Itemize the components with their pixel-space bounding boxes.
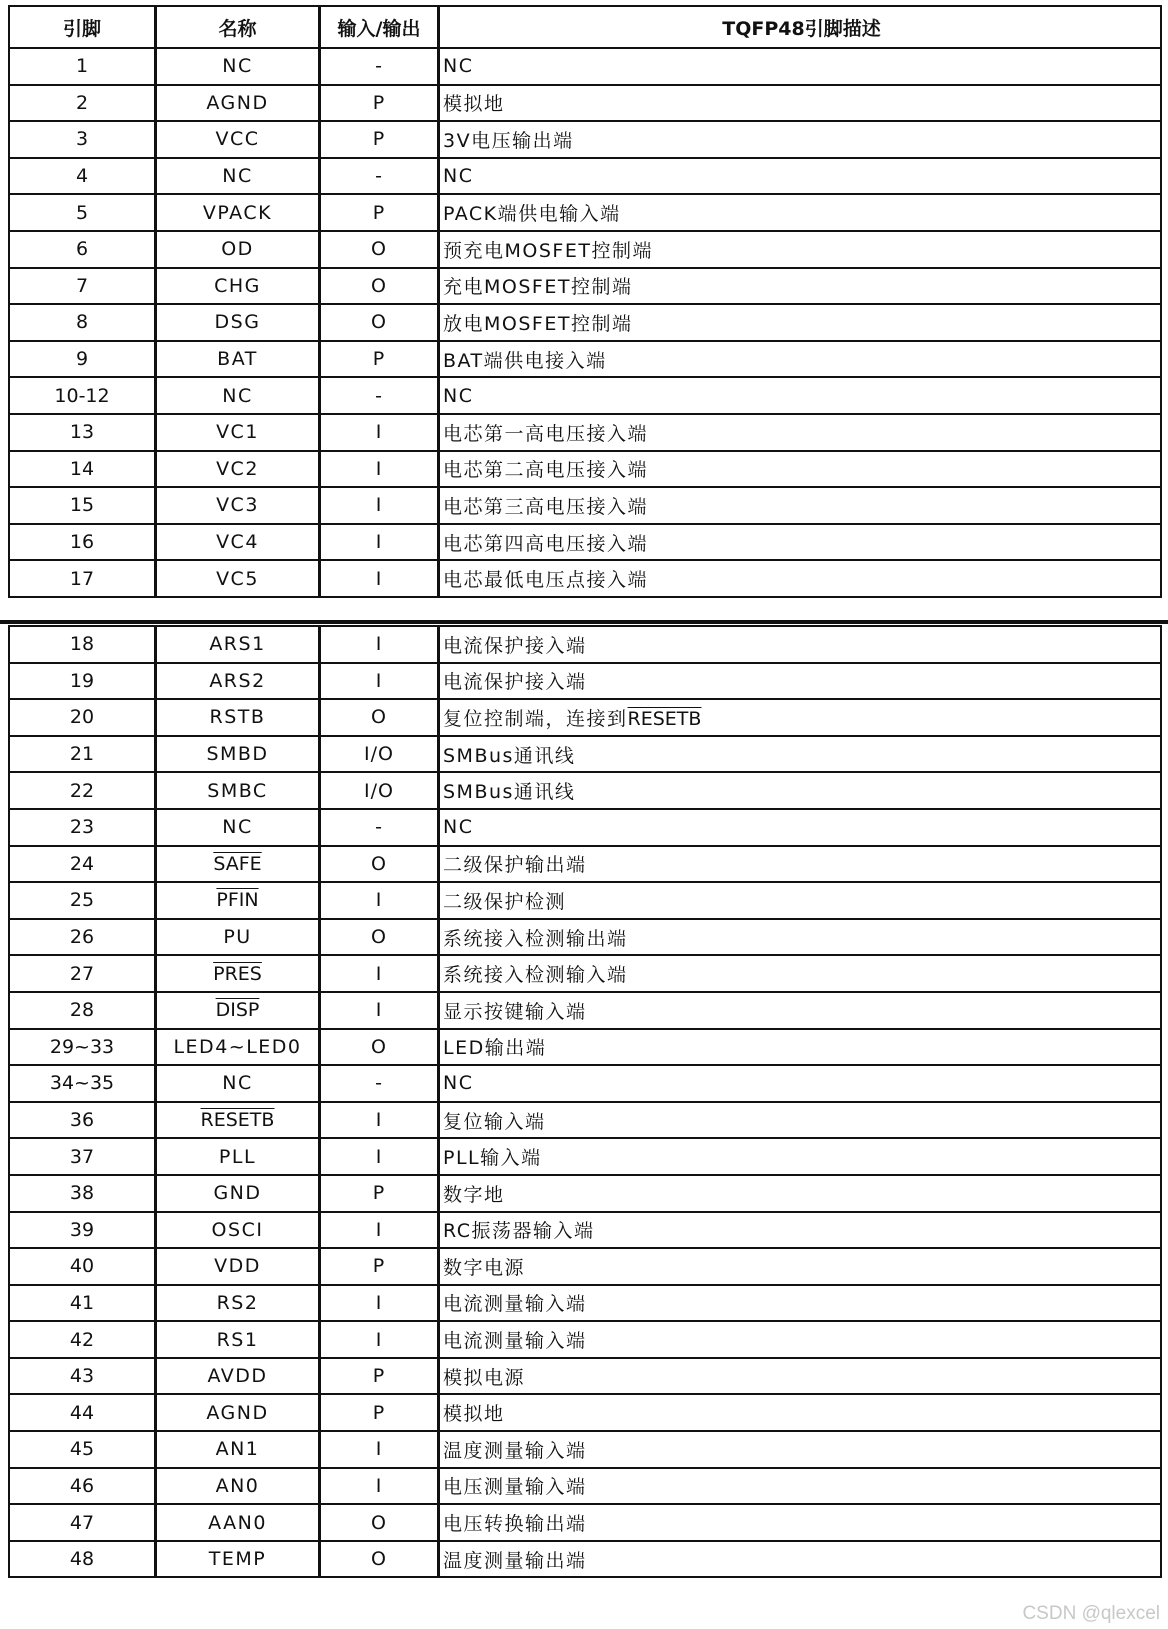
pin-number: 36 [9, 1102, 156, 1139]
pin-description: 数字电源 [443, 1256, 526, 1279]
table-row [9, 772, 1161, 809]
pin-number: 45 [9, 1431, 156, 1468]
table-row [9, 1358, 1161, 1395]
pin-name-cell [156, 955, 320, 992]
pin-description: PACK端供电输入端 [443, 203, 621, 226]
pin-number: 14 [9, 451, 156, 488]
pin-number: 18 [9, 626, 156, 663]
pin-description-cell [439, 341, 1162, 378]
pin-description-cell [439, 955, 1162, 992]
pin-description: 电芯第四高电压接入端 [443, 532, 649, 555]
pin-description-cell [439, 1248, 1162, 1285]
pin-description: 复位输入端 [443, 1110, 546, 1133]
pin-number: 24 [9, 846, 156, 883]
pin-name: VC1 [156, 414, 320, 451]
pin-name: CHG [156, 268, 320, 305]
pin-name: BAT [156, 341, 320, 378]
pin-io-type: - [320, 48, 439, 85]
pin-description: 模拟地 [443, 93, 505, 116]
pin-number: 34~35 [9, 1065, 156, 1102]
pin-io-type: - [320, 158, 439, 195]
pin-number: 40 [9, 1248, 156, 1285]
table-row [9, 194, 1161, 231]
pin-number: 29~33 [9, 1029, 156, 1066]
table-row [9, 882, 1161, 919]
pin-io-type: I [320, 487, 439, 524]
pin-description: 电芯第一高电压接入端 [443, 422, 649, 445]
table-row [9, 919, 1161, 956]
pin-io-type: O [320, 304, 439, 341]
pin-io-type: O [320, 1504, 439, 1541]
pin-description-cell [439, 158, 1162, 195]
pin-description-cell [439, 1468, 1162, 1505]
pin-name: PLL [156, 1138, 320, 1175]
pin-description-cell [439, 809, 1162, 846]
table-row [9, 1212, 1161, 1249]
pin-number: 47 [9, 1504, 156, 1541]
pin-number: 21 [9, 736, 156, 773]
pin-number: 10-12 [9, 377, 156, 414]
pin-description: NC [443, 165, 474, 188]
pin-name: TEMP [156, 1541, 320, 1578]
pin-description-cell [439, 121, 1162, 158]
pin-io-type: P [320, 341, 439, 378]
pin-description: 电压转换输出端 [443, 1513, 587, 1536]
pin-number: 38 [9, 1175, 156, 1212]
table-row [9, 1029, 1161, 1066]
table-row [9, 524, 1161, 561]
pin-name: GND [156, 1175, 320, 1212]
table-row [9, 377, 1161, 414]
pin-name: NC [156, 377, 320, 414]
pin-description-cell [439, 1175, 1162, 1212]
pin-description-cell [439, 1029, 1162, 1066]
pin-description-cell [439, 85, 1162, 122]
pin-description: NC [443, 1072, 474, 1095]
table-row [9, 846, 1161, 883]
pin-number: 37 [9, 1138, 156, 1175]
pin-name: AN0 [156, 1468, 320, 1505]
pin-description: 二级保护检测 [443, 890, 567, 913]
pin-io-type: I [320, 663, 439, 700]
pin-description: 系统接入检测输入端 [443, 964, 628, 987]
pin-description: 电压测量输入端 [443, 1476, 587, 1499]
pin-name-cell [156, 882, 320, 919]
pin-description: 预充电MOSFET控制端 [443, 239, 653, 262]
table-row [9, 1065, 1161, 1102]
pin-table-top [8, 5, 1162, 598]
header-name: 名称 [156, 6, 320, 48]
pin-number: 4 [9, 158, 156, 195]
pin-description-cell [439, 414, 1162, 451]
pin-description-overline: RESETB [627, 707, 702, 730]
table-row [9, 1285, 1161, 1322]
pin-io-type: I [320, 1285, 439, 1322]
table-row [9, 663, 1161, 700]
pin-description-cell [439, 48, 1162, 85]
header-io: 输入/输出 [320, 6, 439, 48]
pin-name: PU [156, 919, 320, 956]
pin-io-type: I [320, 1212, 439, 1249]
pin-io-type: O [320, 268, 439, 305]
pin-description-cell [439, 1138, 1162, 1175]
table-row [9, 809, 1161, 846]
pin-number: 41 [9, 1285, 156, 1322]
pin-description-cell [439, 377, 1162, 414]
table-row [9, 341, 1161, 378]
pin-description-cell [439, 1541, 1162, 1578]
pin-io-type: I [320, 1321, 439, 1358]
pin-io-type: I [320, 1431, 439, 1468]
pin-number: 6 [9, 231, 156, 268]
pin-description: BAT端供电接入端 [443, 349, 607, 372]
pin-description-cell [439, 487, 1162, 524]
pin-number: 42 [9, 1321, 156, 1358]
pin-number: 19 [9, 663, 156, 700]
pin-number: 43 [9, 1358, 156, 1395]
pin-name: AGND [156, 85, 320, 122]
table-row [9, 1102, 1161, 1139]
pin-name: RS1 [156, 1321, 320, 1358]
pin-name-overline: RESETB [200, 1109, 275, 1132]
pin-name-overline: PFIN [216, 889, 259, 912]
pin-name: VC2 [156, 451, 320, 488]
pin-io-type: I [320, 955, 439, 992]
pin-description-cell [439, 882, 1162, 919]
pin-description-cell [439, 699, 1162, 736]
pin-name-cell [156, 1102, 320, 1139]
table-row [9, 231, 1161, 268]
pin-name: NC [156, 1065, 320, 1102]
pin-description-cell [439, 451, 1162, 488]
pin-number: 16 [9, 524, 156, 561]
pin-io-type: - [320, 377, 439, 414]
pin-name: LED4~LED0 [156, 1029, 320, 1066]
pin-io-type: P [320, 1394, 439, 1431]
pin-description: 电芯第二高电压接入端 [443, 459, 649, 482]
pin-name-overline: PRES [213, 962, 262, 985]
pin-name: AGND [156, 1394, 320, 1431]
pin-description-cell [439, 1212, 1162, 1249]
pin-name: DSG [156, 304, 320, 341]
pin-io-type: P [320, 85, 439, 122]
pin-description: 电流保护接入端 [443, 671, 587, 694]
pin-name: SMBD [156, 736, 320, 773]
pin-description: 模拟电源 [443, 1366, 526, 1389]
table-row [9, 1394, 1161, 1431]
pin-number: 23 [9, 809, 156, 846]
pin-io-type: P [320, 1175, 439, 1212]
pin-io-type: P [320, 1358, 439, 1395]
pin-number: 7 [9, 268, 156, 305]
pin-io-type: I [320, 560, 439, 597]
header-desc: TQFP48引脚描述 [439, 6, 1162, 48]
watermark: CSDN @qlexcel [1022, 1603, 1160, 1624]
pin-number: 22 [9, 772, 156, 809]
pin-io-type: I [320, 992, 439, 1029]
pin-name: NC [156, 48, 320, 85]
pin-description: NC [443, 384, 474, 407]
pin-io-type: O [320, 846, 439, 883]
pin-description-cell [439, 1358, 1162, 1395]
pin-number: 25 [9, 882, 156, 919]
table-row [9, 85, 1161, 122]
pin-description-cell [439, 772, 1162, 809]
table-row [9, 158, 1161, 195]
pin-description: 二级保护输出端 [443, 854, 587, 877]
table-row [9, 268, 1161, 305]
table-row [9, 1248, 1161, 1285]
pin-name-cell [156, 846, 320, 883]
pin-description-cell [439, 304, 1162, 341]
table-row [9, 414, 1161, 451]
pin-name: VC4 [156, 524, 320, 561]
pin-description: LED输出端 [443, 1037, 547, 1060]
pin-io-type: I [320, 451, 439, 488]
pin-name: RS2 [156, 1285, 320, 1322]
pin-description-cell [439, 194, 1162, 231]
pin-io-type: P [320, 121, 439, 158]
pin-io-type: O [320, 231, 439, 268]
table-row [9, 121, 1161, 158]
pin-io-type: O [320, 1541, 439, 1578]
pin-number: 2 [9, 85, 156, 122]
table-row [9, 304, 1161, 341]
pin-io-type: I [320, 524, 439, 561]
pin-name: AVDD [156, 1358, 320, 1395]
pin-io-type: I [320, 626, 439, 663]
pin-name: VCC [156, 121, 320, 158]
pin-number: 48 [9, 1541, 156, 1578]
pin-io-type: P [320, 1248, 439, 1285]
table-row [9, 1321, 1161, 1358]
pin-name-cell [156, 992, 320, 1029]
pin-io-type: O [320, 1029, 439, 1066]
pin-description-cell [439, 626, 1162, 663]
pin-io-type: I/O [320, 772, 439, 809]
pin-name: NC [156, 158, 320, 195]
pin-description: 复位控制端，连接到 [443, 707, 628, 730]
table-row [9, 1431, 1161, 1468]
pin-name: VDD [156, 1248, 320, 1285]
pin-io-type: I [320, 882, 439, 919]
pin-table-bottom [8, 625, 1162, 1578]
table-row [9, 955, 1161, 992]
pin-description: 显示按键输入端 [443, 1000, 587, 1023]
pin-description: 放电MOSFET控制端 [443, 312, 633, 335]
pin-name: AAN0 [156, 1504, 320, 1541]
pin-io-type: I [320, 1138, 439, 1175]
pin-description: 电流测量输入端 [443, 1330, 587, 1353]
table-row [9, 48, 1161, 85]
pin-number: 39 [9, 1212, 156, 1249]
pin-number: 13 [9, 414, 156, 451]
pin-io-type: O [320, 699, 439, 736]
table-row [9, 451, 1161, 488]
pin-io-type: I [320, 1102, 439, 1139]
pin-name-overline: SAFE [213, 852, 262, 875]
table-row [9, 487, 1161, 524]
pin-description-cell [439, 1285, 1162, 1322]
table-row [9, 1541, 1161, 1578]
pin-number: 27 [9, 955, 156, 992]
pin-name: OSCI [156, 1212, 320, 1249]
table-row [9, 1468, 1161, 1505]
pin-name: NC [156, 809, 320, 846]
pin-description: RC振荡器输入端 [443, 1220, 595, 1243]
pin-number: 5 [9, 194, 156, 231]
pin-number: 20 [9, 699, 156, 736]
table-row [9, 626, 1161, 663]
pin-number: 9 [9, 341, 156, 378]
pin-description-cell [439, 231, 1162, 268]
pin-description: PLL输入端 [443, 1147, 542, 1170]
pin-number: 1 [9, 48, 156, 85]
pin-description: 温度测量输出端 [443, 1549, 587, 1572]
pin-io-type: - [320, 1065, 439, 1102]
table-row [9, 1138, 1161, 1175]
pin-description-cell [439, 663, 1162, 700]
table-row [9, 1504, 1161, 1541]
pin-number: 26 [9, 919, 156, 956]
pin-io-type: P [320, 194, 439, 231]
pin-name: VC5 [156, 560, 320, 597]
pin-description: 系统接入检测输出端 [443, 927, 628, 950]
table-row [9, 560, 1161, 597]
pin-name: ARS1 [156, 626, 320, 663]
pin-io-type: I [320, 1468, 439, 1505]
pin-name: SMBC [156, 772, 320, 809]
pin-io-type: - [320, 809, 439, 846]
pin-description: 充电MOSFET控制端 [443, 276, 633, 299]
pin-description: SMBus通讯线 [443, 744, 576, 767]
table-row [9, 992, 1161, 1029]
pin-name: OD [156, 231, 320, 268]
pin-description-cell [439, 1394, 1162, 1431]
pin-description-cell [439, 992, 1162, 1029]
pin-name: VC3 [156, 487, 320, 524]
table-header-row [9, 6, 1161, 48]
pin-description-cell [439, 736, 1162, 773]
pin-name: VPACK [156, 194, 320, 231]
pin-description-cell [439, 1504, 1162, 1541]
pin-number: 15 [9, 487, 156, 524]
pin-description: NC [443, 55, 474, 78]
pin-io-type: I [320, 414, 439, 451]
pin-name: ARS2 [156, 663, 320, 700]
pin-description-cell [439, 1065, 1162, 1102]
pin-number: 28 [9, 992, 156, 1029]
pin-name: AN1 [156, 1431, 320, 1468]
pin-description: 电芯最低电压点接入端 [443, 569, 649, 592]
page-break-line [0, 620, 1168, 624]
pin-description-cell [439, 919, 1162, 956]
pin-number: 8 [9, 304, 156, 341]
pin-description: 模拟地 [443, 1403, 505, 1426]
pin-number: 46 [9, 1468, 156, 1505]
table-row [9, 736, 1161, 773]
pin-number: 44 [9, 1394, 156, 1431]
pin-description-cell [439, 1431, 1162, 1468]
table-row [9, 699, 1161, 736]
pin-description-cell [439, 846, 1162, 883]
pin-description-cell [439, 1102, 1162, 1139]
pin-description: 电流测量输入端 [443, 1293, 587, 1316]
pin-name: RSTB [156, 699, 320, 736]
table-row [9, 1175, 1161, 1212]
pin-io-type: O [320, 919, 439, 956]
pin-description: 电芯第三高电压接入端 [443, 495, 649, 518]
pin-number: 17 [9, 560, 156, 597]
pin-name-overline: DISP [215, 999, 260, 1022]
pin-description-cell [439, 560, 1162, 597]
pin-description-cell [439, 1321, 1162, 1358]
pin-io-type: I/O [320, 736, 439, 773]
pin-description: 温度测量输入端 [443, 1439, 587, 1462]
pin-description-cell [439, 524, 1162, 561]
pin-description: 电流保护接入端 [443, 634, 587, 657]
pin-description: NC [443, 816, 474, 839]
pin-description: 数字地 [443, 1183, 505, 1206]
header-pin: 引脚 [9, 6, 156, 48]
pin-description: SMBus通讯线 [443, 781, 576, 804]
pin-description-cell [439, 268, 1162, 305]
pin-number: 3 [9, 121, 156, 158]
pin-description: 3V电压输出端 [443, 129, 574, 152]
